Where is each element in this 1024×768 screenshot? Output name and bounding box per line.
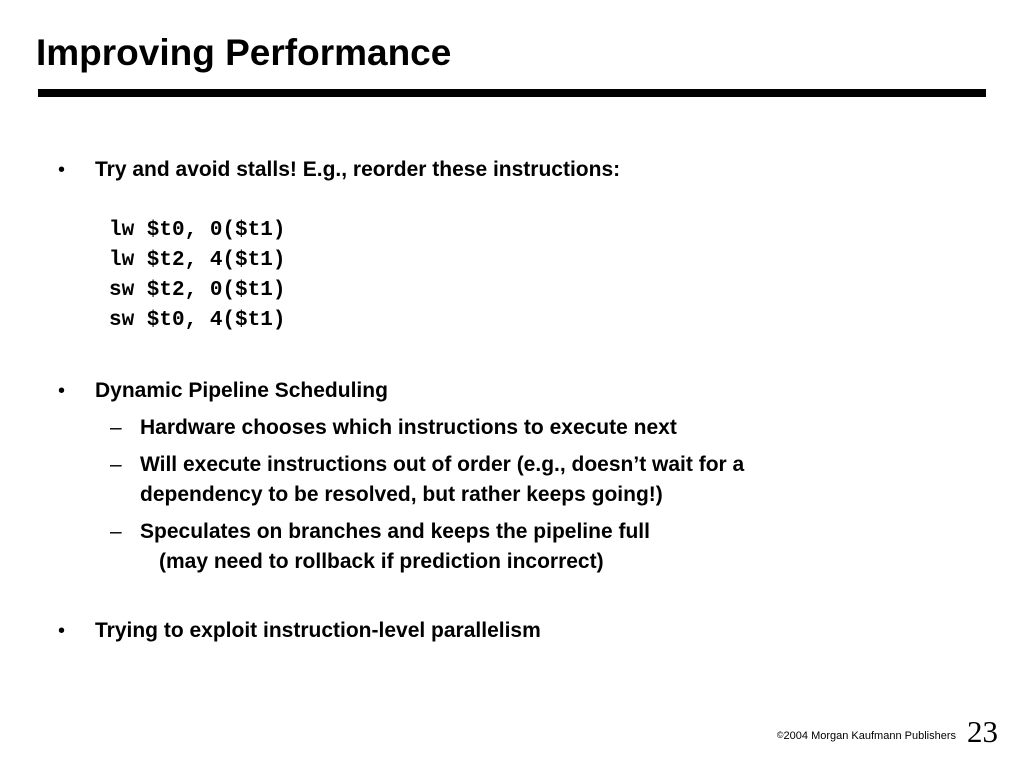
- code-line-1: lw $t0, 0($t1): [109, 219, 286, 242]
- sub-bullet-marker: –: [110, 453, 122, 476]
- sub-bullet-marker: –: [110, 416, 122, 439]
- page-number: 23: [967, 714, 998, 749]
- sub-bullet-3-text-cont: (may need to rollback if prediction incorrect): [159, 550, 604, 573]
- bullet-1-text: Try and avoid stalls! E.g., reorder these instructions:: [95, 158, 621, 181]
- code-line-3: sw $t2, 0($t1): [109, 279, 286, 302]
- bullet-3-text: Trying to exploit instruction-level parallelism: [95, 619, 541, 642]
- copyright-text: 2004 Morgan Kaufmann Publishers: [783, 730, 956, 742]
- sub-bullet-1-text: Hardware chooses which instructions to execute next: [140, 416, 677, 439]
- bullet-2-text: Dynamic Pipeline Scheduling: [95, 379, 388, 402]
- bullet-marker: •: [58, 159, 66, 181]
- sub-bullet-2-text-cont: dependency to be resolved, but rather keeps going!): [140, 483, 663, 506]
- sub-bullet-2-text: Will execute instructions out of order (e.g., doesn’t wait for a: [140, 453, 745, 476]
- sub-bullet-marker: –: [110, 520, 122, 543]
- slide-title: Improving Performance: [36, 32, 452, 73]
- code-line-4: sw $t0, 4($t1): [109, 309, 286, 332]
- bullet-marker: •: [58, 620, 66, 642]
- bullet-marker: •: [58, 380, 66, 402]
- title-divider: [38, 89, 986, 97]
- copyright-symbol: ©: [776, 730, 784, 740]
- code-line-2: lw $t2, 4($t1): [109, 249, 286, 272]
- sub-bullet-3-text: Speculates on branches and keeps the pipeline full: [140, 520, 650, 543]
- footer-copyright: [777, 728, 956, 743]
